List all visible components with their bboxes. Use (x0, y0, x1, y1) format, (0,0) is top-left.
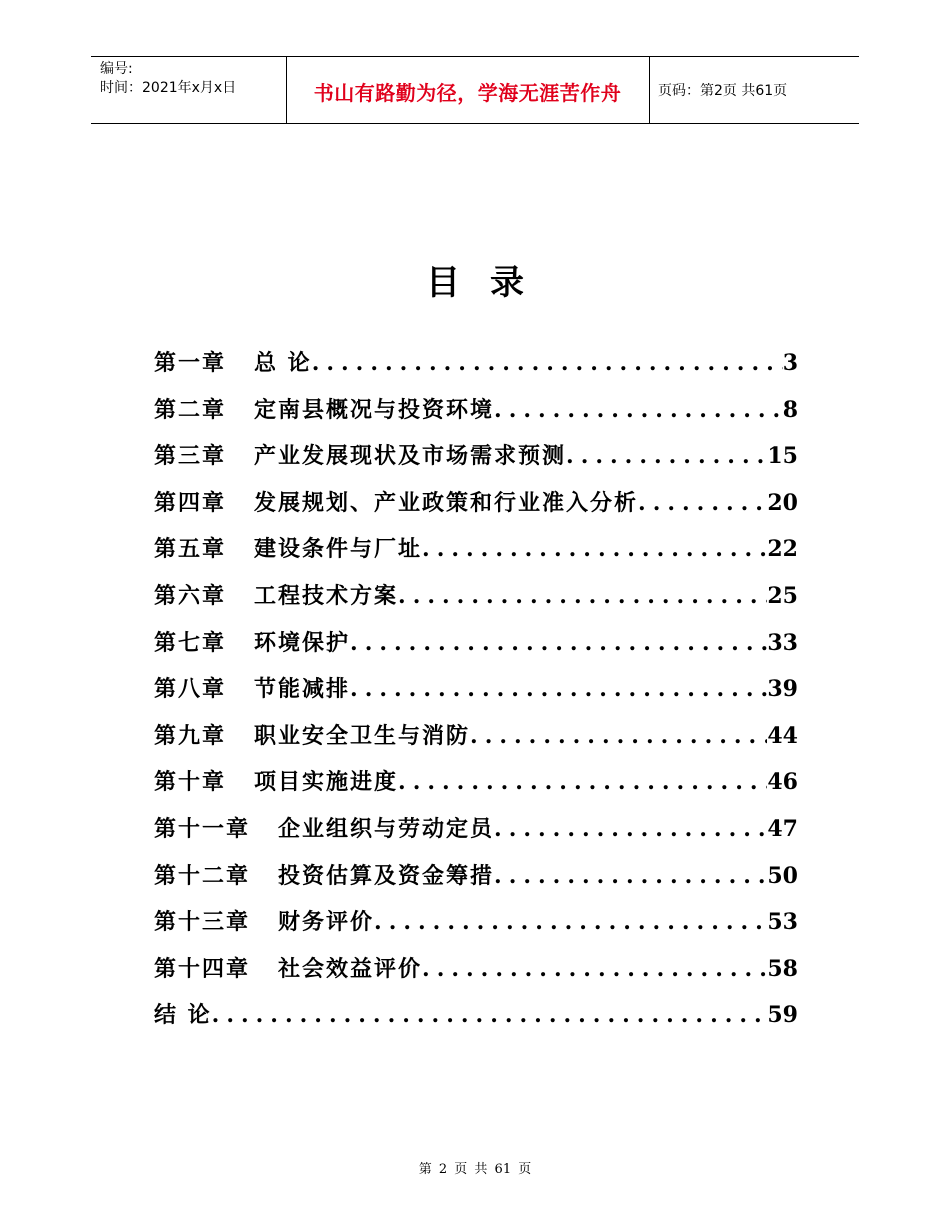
page-footer: 第 2 页 共 61 页 (418, 1162, 532, 1177)
toc-leader (494, 397, 783, 423)
toc-leader (494, 816, 767, 842)
toc-page-number: 33 (767, 629, 798, 656)
toc-page-number: 58 (767, 955, 798, 982)
toc-entry[interactable] (154, 439, 798, 486)
toc-entry[interactable] (154, 998, 798, 1045)
toc-title: 职业安全卫生与消防 (254, 722, 471, 749)
toc-chapter: 第九章 (154, 722, 227, 749)
toc-title: 总 论 (254, 350, 312, 376)
header-page-label: 页码：第2页 共61页 (658, 83, 788, 99)
toc-entry[interactable] (154, 952, 798, 999)
toc-title: 投资估算及资金筹措 (278, 862, 495, 889)
toc-leader (312, 350, 783, 376)
toc-chapter: 第五章 (154, 536, 227, 563)
toc-page-number: 59 (767, 1002, 798, 1029)
toc-page-number: 3 (782, 350, 798, 376)
toc-chapter: 第七章 (154, 629, 227, 656)
toc-entry[interactable] (154, 532, 798, 579)
page-title: 目录 (426, 263, 554, 303)
table-of-contents (154, 346, 798, 1045)
toc-leader (494, 863, 767, 889)
toc-chapter: 第十二章 (154, 862, 251, 889)
toc-title: 节能减排 (254, 676, 351, 703)
toc-page-number: 8 (782, 396, 798, 423)
toc-entry[interactable] (154, 579, 798, 626)
toc-page-number: 22 (767, 536, 798, 563)
toc-page-number: 20 (767, 489, 798, 516)
toc-entry[interactable] (154, 393, 798, 440)
toc-chapter: 第四章 (154, 489, 227, 516)
header-page-cell (650, 57, 859, 123)
toc-page-number: 15 (767, 443, 798, 470)
toc-chapter: 第二章 (154, 396, 227, 423)
header-motto: 书山有路勤为径，学海无涯苦作舟 (313, 80, 622, 105)
toc-page-number: 47 (767, 815, 798, 842)
page-header (91, 56, 859, 124)
toc-title: 建设条件与厂址 (254, 536, 423, 563)
toc-leader (212, 1002, 768, 1028)
toc-title: 定南县概况与投资环境 (254, 396, 495, 423)
toc-leader (566, 443, 767, 469)
toc-leader (422, 956, 767, 982)
toc-page-number: 44 (767, 722, 798, 749)
toc-leader (374, 909, 767, 935)
toc-chapter: 第六章 (154, 582, 227, 609)
toc-chapter: 第十一章 (154, 815, 251, 842)
toc-page-number: 53 (767, 909, 798, 936)
header-meta (91, 57, 287, 123)
toc-chapter: 第十三章 (154, 909, 251, 936)
toc-chapter: 第一章 (154, 350, 227, 376)
toc-page-number: 46 (767, 769, 798, 796)
toc-entry[interactable] (154, 812, 798, 859)
header-motto-cell (286, 57, 650, 123)
toc-entry[interactable] (154, 346, 798, 393)
toc-chapter: 第三章 (154, 443, 227, 470)
document-number-label: 编号: (100, 61, 133, 77)
toc-entry[interactable] (154, 765, 798, 812)
toc-leader (398, 769, 767, 795)
toc-chapter: 第十四章 (154, 955, 251, 982)
toc-title: 环境保护 (254, 629, 351, 656)
toc-leader (422, 536, 767, 562)
toc-title: 项目实施进度 (254, 769, 399, 796)
toc-leader (638, 490, 767, 516)
toc-title: 产业发展现状及市场需求预测 (254, 443, 567, 470)
toc-chapter: 第十章 (154, 769, 227, 796)
toc-title: 企业组织与劳动定员 (278, 815, 495, 842)
document-time-label: 时间：2021年x月x日 (100, 80, 237, 96)
toc-chapter: 第八章 (154, 676, 227, 703)
toc-title: 工程技术方案 (254, 582, 399, 609)
toc-entry[interactable] (154, 672, 798, 719)
toc-entry[interactable] (154, 905, 798, 952)
toc-chapter: 结 论 (154, 1002, 212, 1029)
toc-entry[interactable] (154, 626, 798, 673)
toc-page-number: 39 (767, 676, 798, 703)
toc-entry[interactable] (154, 486, 798, 533)
toc-title: 社会效益评价 (278, 955, 423, 982)
toc-title: 财务评价 (278, 909, 375, 936)
toc-title: 发展规划、产业政策和行业准入分析 (254, 489, 639, 516)
toc-page-number: 25 (767, 582, 798, 609)
toc-leader (470, 723, 767, 749)
toc-entry[interactable] (154, 859, 798, 906)
toc-leader (398, 583, 767, 609)
toc-leader (350, 676, 767, 702)
toc-entry[interactable] (154, 719, 798, 766)
toc-page-number: 50 (767, 862, 798, 889)
toc-leader (350, 630, 767, 656)
